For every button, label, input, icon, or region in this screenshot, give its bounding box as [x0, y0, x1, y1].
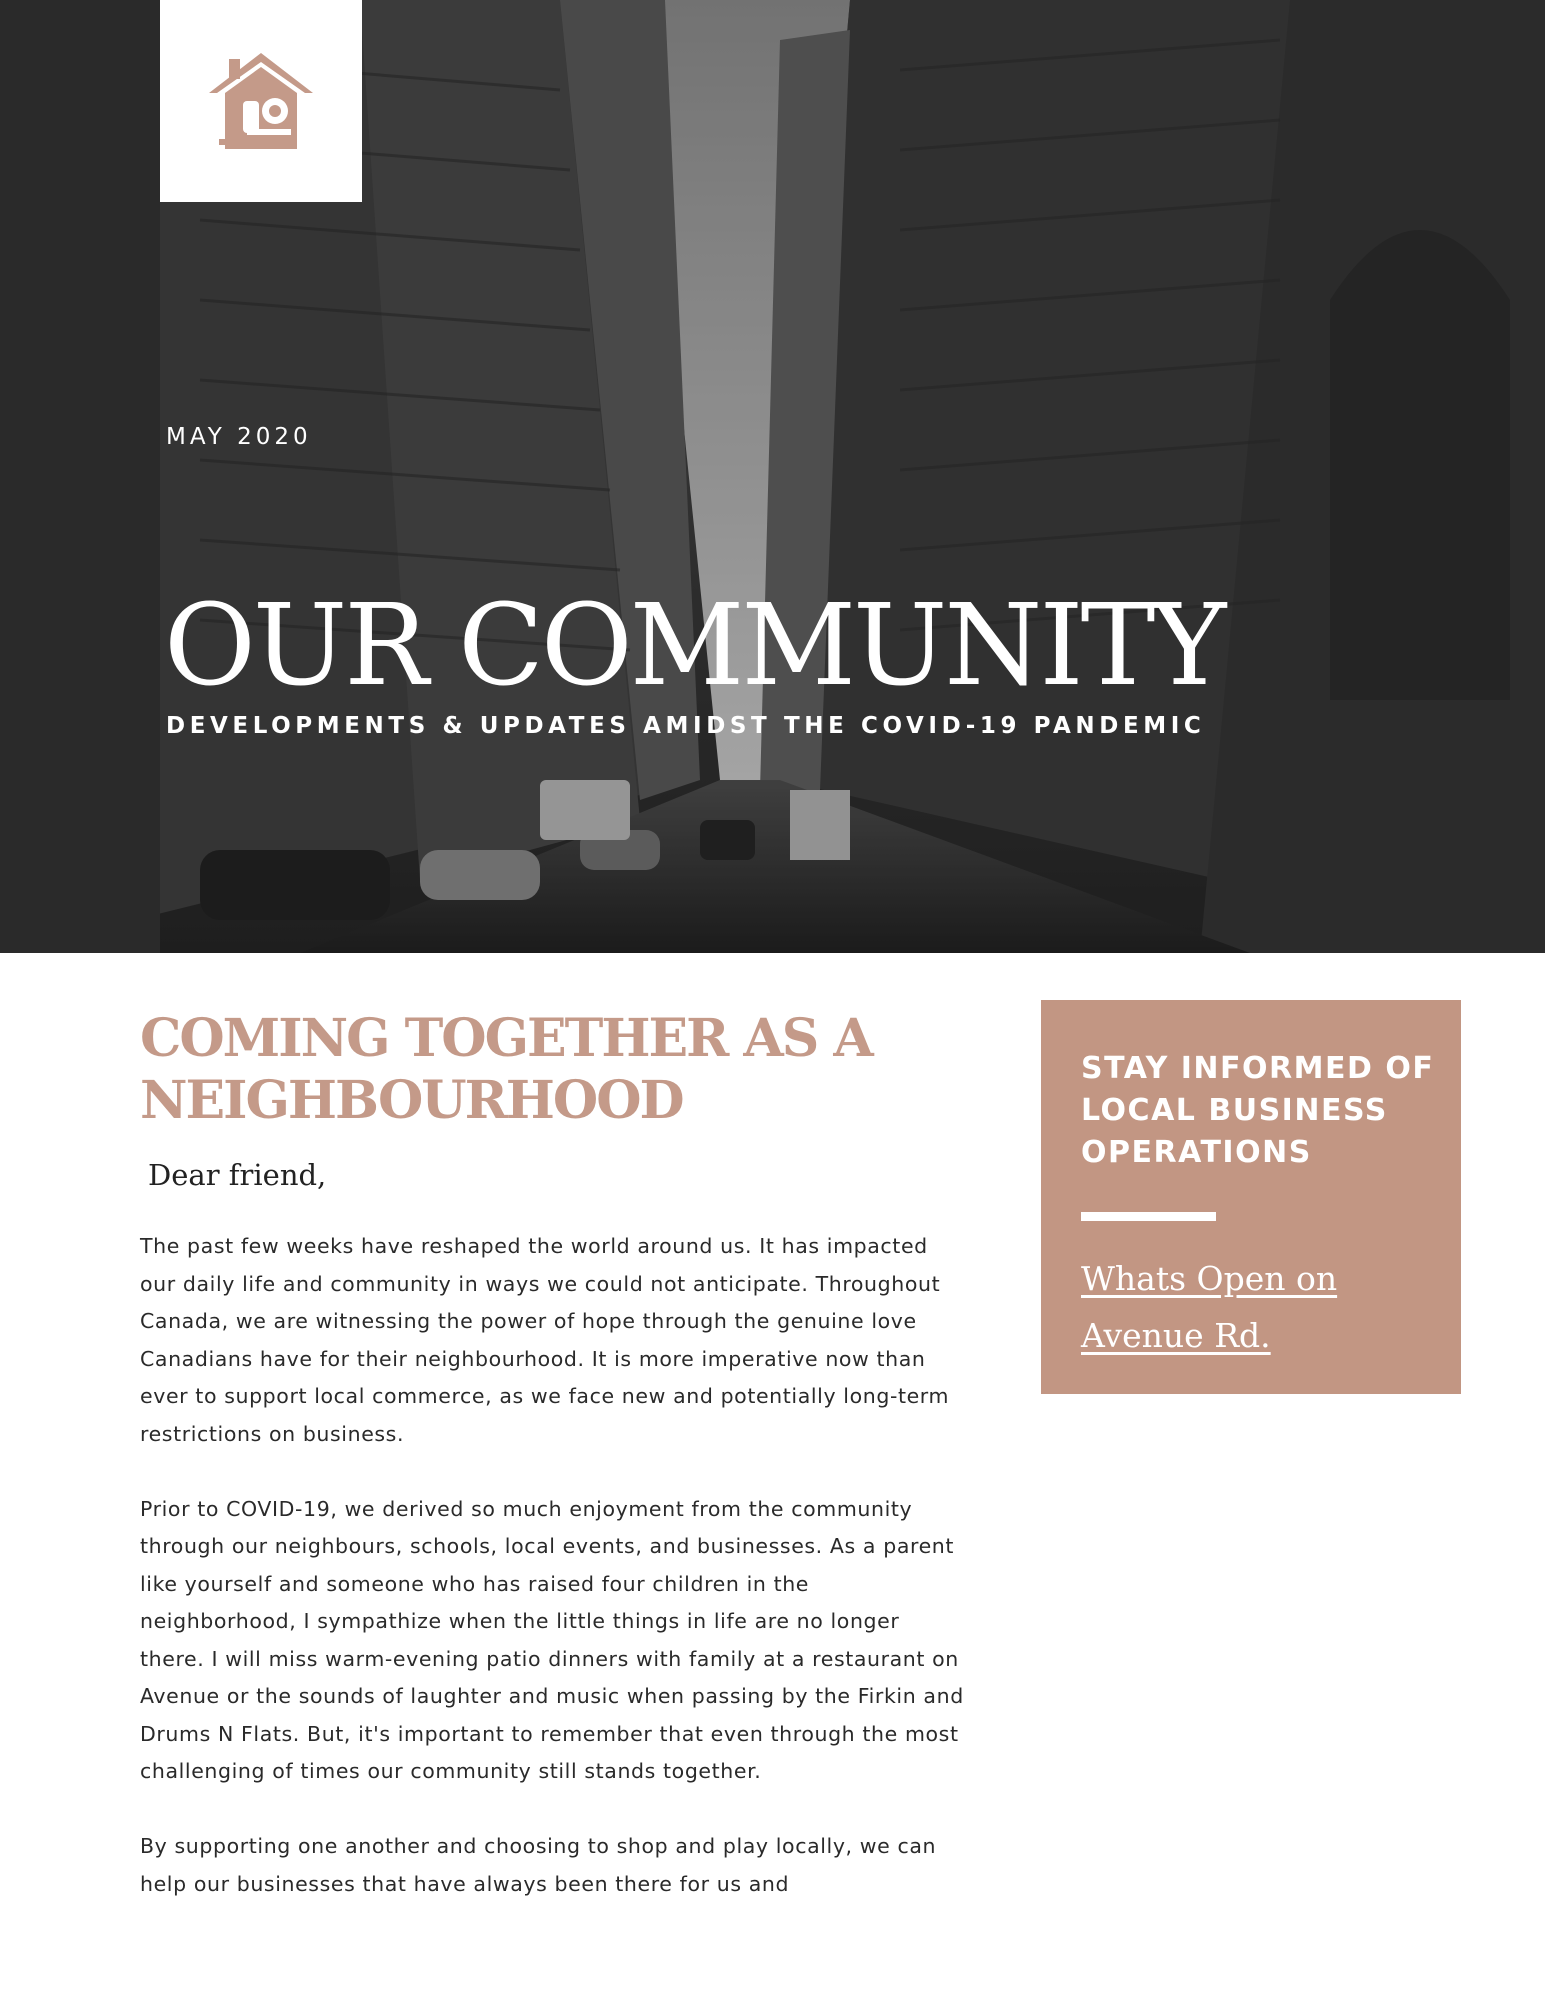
whats-open-link[interactable]: Whats Open on Avenue Rd.: [1081, 1259, 1338, 1355]
article-heading: COMING TOGETHER AS A NEIGHBOURHOOD: [140, 1008, 872, 1131]
logo: [160, 0, 362, 202]
article-paragraph: The past few weeks have reshaped the world around us. It has impacted our daily life and community in ways we could not anticipate. Throughout Canada, we are witnessing the power of hope through the genuine love Canadians have for their neighbourhood. It is more imperative now than ever to support local commerce, as we face new and potentially long-term restrictions on business.: [140, 1234, 950, 1446]
house-icon: [209, 53, 313, 149]
greeting: Dear friend,: [148, 1158, 327, 1192]
hero-banner: [0, 0, 1545, 953]
sidebar-divider: [1081, 1212, 1216, 1221]
info-sidebar: [1041, 1000, 1461, 1394]
article-body: [140, 1228, 970, 1941]
newsletter-title: OUR COMMUNITY: [164, 581, 1224, 712]
article-paragraph: Prior to COVID-19, we derived so much enjoyment from the community through our neighbours, schools, local events, and businesses. As a parent like yourself and someone who has raised four children in the neighborhood, I sympathize when the little things in life are no longer there. I will miss warm-evening patio dinners with family at a restaurant on Avenue or the sounds of laughter and music when passing by the Firkin and Drums N Flats. But, it's important to remember that even through the most challenging of times our community still stands together.: [140, 1496, 964, 1783]
newsletter-subtitle: DEVELOPMENTS & UPDATES AMIDST THE COVID-19 PANDEMIC: [166, 713, 1206, 739]
sidebar-title: STAY INFORMED OF LOCAL BUSINESS OPERATIONS: [1081, 1051, 1435, 1170]
issue-date: MAY 2020: [166, 424, 312, 450]
article-paragraph: By supporting one another and choosing to shop and play locally, we can help our businesses that have always been there for us and: [140, 1834, 937, 1896]
